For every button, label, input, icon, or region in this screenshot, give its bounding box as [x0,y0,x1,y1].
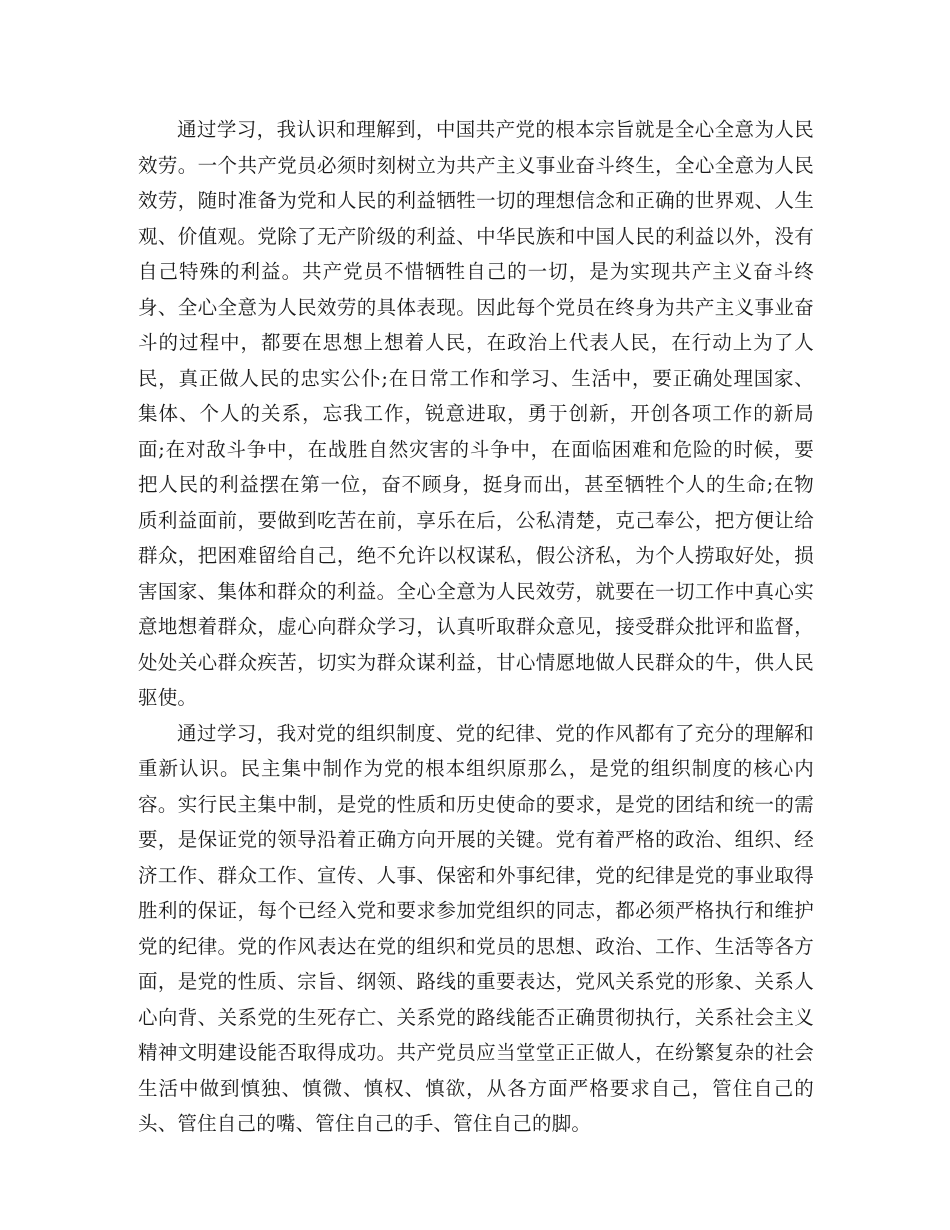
paragraph-organization: 通过学习，我对党的组织制度、党的纪律、党的作风都有了充分的理解和重新认识。民主集中制作为党的根本组织原那么，是党的组织制度的核心内容。实行民主集中制，是党的性质和历史使命的要求，是党的团结和统一的需要，是保证党的领导沿着正确方向开展的关键。党有着严格的政治、组织、经济工作、群众工作、宣传、人事、保密和外事纪律，党的纪律是党的事业取得胜利的保证，每个已经入党和要求参加党组织的同志，都必须严格执行和维护党的纪律。党的作风表达在党的组织和党员的思想、政治、工作、生活等各方面，是党的性质、宗旨、纲领、路线的重要表达，党风关系党的形象、关系人心向背、关系党的生死存亡、关系党的路线能否正确贯彻执行，关系社会主义精神文明建设能否取得成功。共产党员应当堂堂正正做人，在纷繁复杂的社会生活中做到慎独、慎微、慎权、慎欲，从各方面严格要求自己，管住自己的头、管住自己的嘴、管住自己的手、管住自己的脚。 [138,721,814,1135]
paragraph-purpose: 通过学习，我认识和理解到，中国共产党的根本宗旨就是全心全意为人民效劳。一个共产党员必须时刻树立为共产主义事业奋斗终生，全心全意为人民效劳，随时准备为党和人民的利益牺牲一切的理想信念和正确的世界观、人生观、价值观。党除了无产阶级的利益、中华民族和中国人民的利益以外，没有自己特殊的利益。共产党员不惜牺牲自己的一切，是为实现共产主义奋斗终身、全心全意为人民效劳的具体表现。因此每个党员在终身为共产主义事业奋斗的过程中，都要在思想上想着人民，在政治上代表人民，在行动上为了人民，真正做人民的忠实公仆;在日常工作和学习、生活中，要正确处理国家、集体、个人的关系，忘我工作，锐意进取，勇于创新，开创各项工作的新局面;在对敌斗争中，在战胜自然灾害的斗争中，在面临困难和危险的时候，要把人民的利益摆在第一位，奋不顾身，挺身而出，甚至牺牲个人的生命;在物质利益面前，要做到吃苦在前，享乐在后，公私清楚，克己奉公，把方便让给群众，把困难留给自己，绝不允许以权谋私，假公济私，为个人捞取好处，损害国家、集体和群众的利益。全心全意为人民效劳，就要在一切工作中真心实意地想着群众，虚心向群众学习，认真听取群众意见，接受群众批评和监督，处处关心群众疾苦，切实为群众谋利益，甘心情愿地做人民群众的牛，供人民驱使。 [138,118,814,709]
document-body [138,112,814,1142]
